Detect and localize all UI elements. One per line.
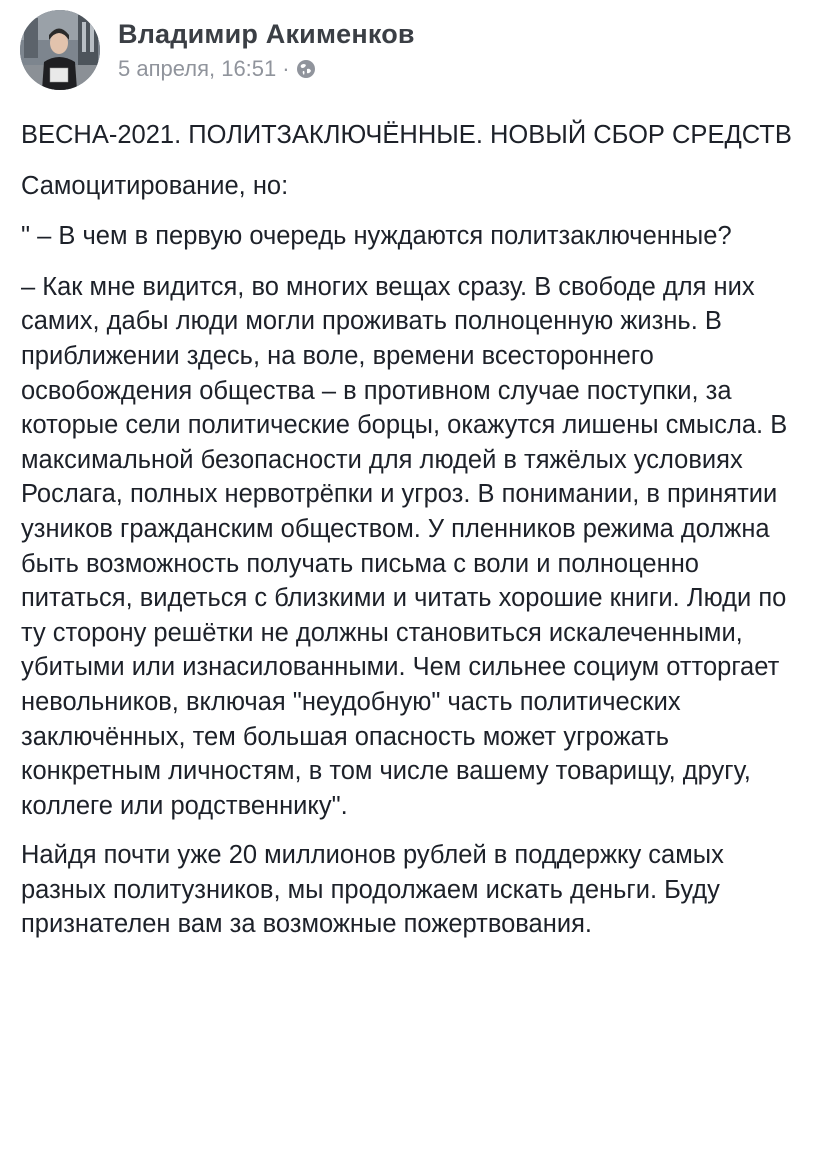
post-meta (118, 18, 415, 82)
avatar-photo (20, 10, 100, 90)
post-body (21, 118, 811, 958)
quote-question-paragraph: " – В чем в первую очередь нуждаются политзаключенные? (21, 222, 732, 251)
post-timestamp[interactable]: 5 апреля, 16:51 (118, 56, 277, 81)
post-title-paragraph: ВЕСНА-2021. ПОЛИТЗАКЛЮЧЁННЫЕ. НОВЫЙ СБОР СРЕДСТВ (21, 121, 792, 149)
post-paragraph: Самоцитирование, но: (21, 171, 289, 200)
post-subline (118, 56, 415, 82)
quote-answer-paragraph: – Как мне видится, во многих вещах сразу. В свободе для них самих, дабы люди могли проживать полноценную жизнь. В приближении здесь, на воле, времени всестороннего освобождения общества – в противном случае поступки, за которые сели политические борцы, окажутся лишены смысла. В максимальной безопасности для людей в тяжёлых условиях Рослага, полных нервотрёпки и угроз. В понимании, в принятии узников гражданским обществом. У пленников режима должна быть возможность получать письма с воли и полноценно питаться, видеться с близкими и читать хорошие книги. Люди по ту сторону решётки не должны становиться искалеченными, убитыми или изнасилованными. Чем сильнее социум отторгает невольников, включая "неудобную" часть политических заключённых, тем большая опасность может угрожать конкретным личностям, в том числе вашему товарищу, другу, коллеге или родственнику". (21, 272, 788, 820)
post-header (20, 10, 415, 90)
author-name[interactable] (118, 18, 415, 50)
post-paragraph: Найдя почти уже 20 миллионов рублей в поддержку самых разных политузников, мы продолжаем искать деньги. Буду признателен вам за возможные пожертвования. (21, 841, 724, 939)
author-name-text[interactable]: Владимир Акименков (118, 19, 415, 49)
globe-icon[interactable] (296, 59, 316, 79)
author-avatar[interactable] (20, 10, 100, 90)
meta-separator: · (282, 56, 290, 81)
